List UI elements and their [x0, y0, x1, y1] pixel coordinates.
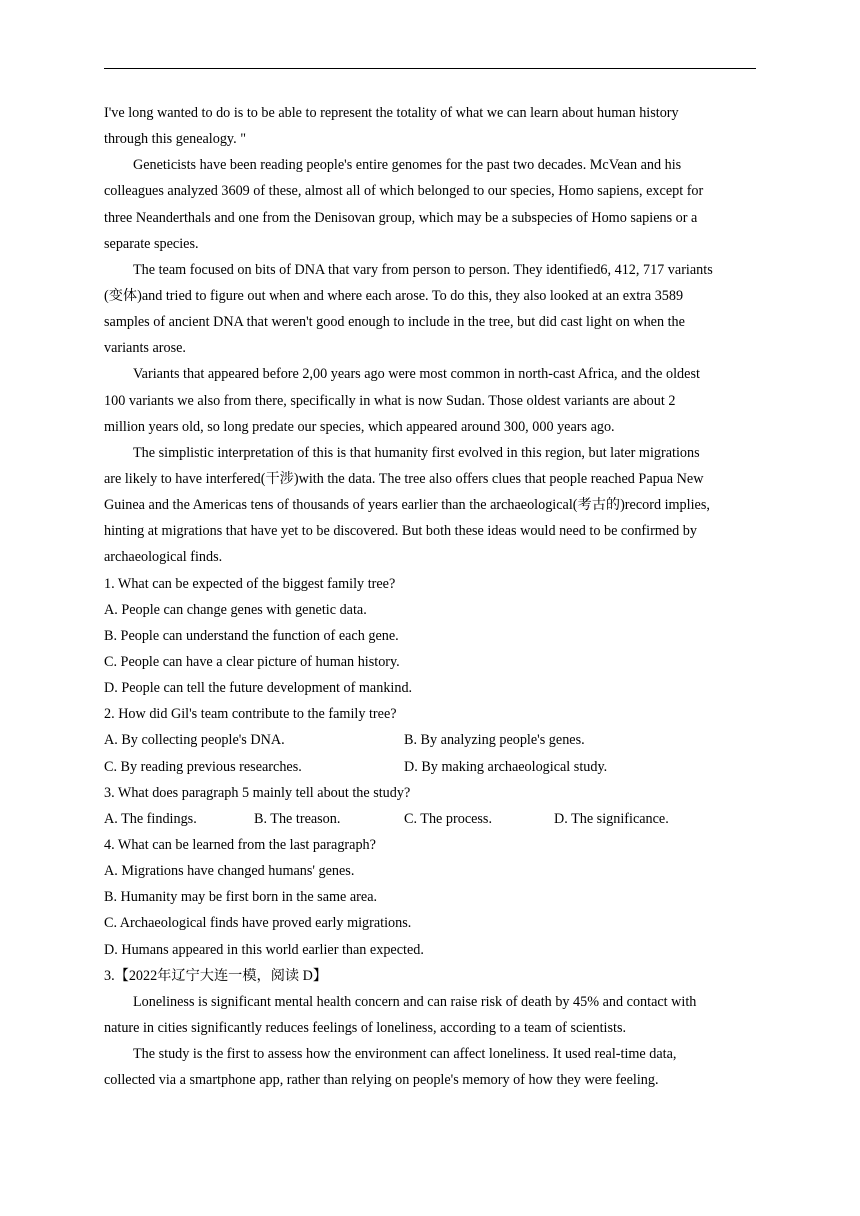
passage-line: samples of ancient DNA that weren't good enough to include in the tree, but did cast light on when the: [104, 314, 685, 331]
answer-option: C. By reading previous researches.: [104, 758, 302, 775]
answer-option: A. By collecting people's DNA.: [104, 732, 285, 749]
answer-option: B. People can understand the function of each gene.: [104, 627, 399, 644]
question-stem: 2. How did Gil's team contribute to the family tree?: [104, 706, 397, 723]
passage-line: colleagues analyzed 3609 of these, almost all of which belonged to our species, Homo sapiens, except for: [104, 183, 704, 200]
option-row: [104, 727, 756, 753]
question-stem: 1. What can be expected of the biggest family tree?: [104, 575, 396, 592]
answer-option: C. The process.: [404, 810, 492, 827]
passage-line: archaeological finds.: [104, 549, 223, 566]
passage-line: million years old, so long predate our species, which appeared around 300, 000 years ago.: [104, 418, 615, 435]
passage-line: variants arose.: [104, 340, 186, 357]
answer-option: D. By making archaeological study.: [404, 758, 608, 775]
passage-line: The study is the first to assess how the environment can affect loneliness. It used real-time data,: [133, 1046, 677, 1063]
answer-option: B. Humanity may be first born in the same area.: [104, 889, 378, 906]
passage-line: collected via a smartphone app, rather than relying on people's memory of how they were feeling.: [104, 1072, 659, 1089]
passage-line: (变体)and tried to figure out when and where each arose. To do this, they also looked at an extra 3589: [104, 287, 684, 304]
passage-line: nature in cities significantly reduces feelings of loneliness, according to a team of scientists.: [104, 1019, 627, 1036]
option-row: [104, 754, 756, 780]
header-rule: [104, 68, 756, 69]
passage-line: hinting at migrations that have yet to be discovered. But both these ideas would need to be confirmed by: [104, 523, 697, 540]
passage-line: The simplistic interpretation of this is that humanity first evolved in this region, but later migrations: [133, 444, 700, 461]
answer-option: A. The findings.: [104, 810, 197, 827]
section-heading: 3.【2022年辽宁大连一模，阅读 D】: [104, 967, 328, 984]
passage-line: through this genealogy. ": [104, 131, 246, 148]
document-body: [104, 100, 756, 1093]
question-stem: 3. What does paragraph 5 mainly tell about the study?: [104, 784, 411, 801]
passage-line: separate species.: [104, 235, 199, 252]
answer-option: A. Migrations have changed humans' genes.: [104, 863, 355, 880]
answer-option: B. By analyzing people's genes.: [404, 732, 585, 749]
question-stem: 4. What can be learned from the last paragraph?: [104, 836, 376, 853]
passage-line: Variants that appeared before 2,00 years ago were most common in north-cast Africa, and the oldest: [133, 366, 700, 383]
answer-option: D. The significance.: [554, 810, 669, 827]
passage-line: Guinea and the Americas tens of thousands of years earlier than the archaeological(考古的)record implies,: [104, 497, 710, 514]
option-row: [104, 806, 756, 832]
answer-option: C. Archaeological finds have proved early migrations.: [104, 915, 412, 932]
passage-line: are likely to have interfered(干涉)with the data. The tree also offers clues that people reached Papua New: [104, 470, 704, 487]
passage-line: I've long wanted to do is to be able to represent the totality of what we can learn about human history: [104, 105, 679, 121]
passage-line: The team focused on bits of DNA that vary from person to person. They identified6, 412, 717 variants: [133, 261, 713, 278]
passage-line: Geneticists have been reading people's entire genomes for the past two decades. McVean and his: [133, 157, 682, 174]
answer-option: A. People can change genes with genetic data.: [104, 601, 367, 618]
answer-option: D. People can tell the future development of mankind.: [104, 680, 413, 697]
answer-option: C. People can have a clear picture of human history.: [104, 653, 400, 670]
answer-option: B. The treason.: [254, 810, 341, 827]
passage-line: three Neanderthals and one from the Denisovan group, which may be a subspecies of Homo sapiens or a: [104, 209, 698, 226]
answer-option: D. Humans appeared in this world earlier than expected.: [104, 941, 424, 958]
passage-line: 100 variants we also from there, specifically in what is now Sudan. Those oldest variants are about 2: [104, 392, 676, 409]
passage-line: Loneliness is significant mental health concern and can raise risk of death by 45% and contact with: [133, 993, 697, 1010]
